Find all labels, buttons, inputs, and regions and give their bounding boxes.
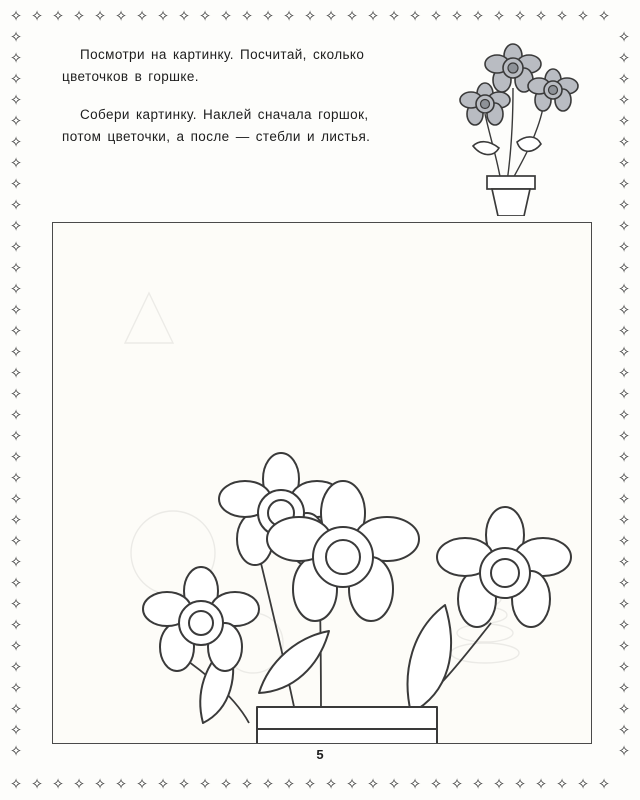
star-icon: ✧ [303,7,317,25]
star-icon: ✧ [9,196,23,214]
star-icon: ✧ [617,28,631,46]
star-icon: ✧ [9,511,23,529]
star-icon: ✧ [617,406,631,424]
star-icon: ✧ [408,775,422,793]
instruction-paragraph-2: Собери картинку. Наклей сначала горшок, потом цветочки, а после — стебли и листья. [62,107,371,144]
star-icon: ✧ [617,70,631,88]
star-icon: ✧ [9,217,23,235]
star-icon: ✧ [345,775,359,793]
star-icon: ✧ [617,259,631,277]
star-icon: ✧ [597,775,611,793]
star-icon: ✧ [9,742,23,760]
star-icon: ✧ [9,70,23,88]
star-icon: ✧ [387,7,401,25]
star-icon: ✧ [617,133,631,151]
star-icon: ✧ [617,532,631,550]
star-icon: ✧ [9,700,23,718]
star-icon: ✧ [617,343,631,361]
star-icon: ✧ [617,238,631,256]
star-icon: ✧ [429,7,443,25]
star-icon: ✧ [617,175,631,193]
page-content [34,30,606,772]
star-icon: ✧ [9,238,23,256]
star-icon: ✧ [450,7,464,25]
star-icon: ✧ [617,616,631,634]
star-icon: ✧ [617,112,631,130]
star-icon: ✧ [114,775,128,793]
star-icon: ✧ [617,700,631,718]
star-icon: ✧ [9,574,23,592]
star-icon: ✧ [303,775,317,793]
star-icon: ✧ [9,280,23,298]
star-icon: ✧ [9,112,23,130]
star-icon: ✧ [9,448,23,466]
outline-pot [257,707,437,743]
star-icon: ✧ [617,217,631,235]
star-icon: ✧ [51,7,65,25]
star-icon: ✧ [9,91,23,109]
star-icon: ✧ [513,7,527,25]
star-icon: ✧ [9,154,23,172]
star-icon: ✧ [9,385,23,403]
star-icon: ✧ [282,7,296,25]
star-icon: ✧ [387,775,401,793]
star-icon: ✧ [240,775,254,793]
star-icon: ✧ [576,7,590,25]
star-icon: ✧ [9,721,23,739]
star-icon: ✧ [366,775,380,793]
star-icon: ✧ [198,7,212,25]
star-icon: ✧ [492,7,506,25]
star-icon: ✧ [261,7,275,25]
star-icon: ✧ [617,49,631,67]
star-icon: ✧ [135,7,149,25]
instructions-block [62,44,402,164]
star-icon: ✧ [617,637,631,655]
star-icon: ✧ [9,343,23,361]
star-icon: ✧ [114,7,128,25]
star-icon: ✧ [617,679,631,697]
outline-flower-left [143,567,259,671]
star-icon: ✧ [9,616,23,634]
star-icon: ✧ [9,490,23,508]
star-icon: ✧ [156,7,170,25]
star-icon: ✧ [9,175,23,193]
star-icon: ✧ [617,721,631,739]
page-number: 5 [316,747,324,762]
star-icon: ✧ [9,469,23,487]
sample-flower-3 [528,69,578,111]
star-icon: ✧ [617,301,631,319]
star-icon: ✧ [177,7,191,25]
star-icon: ✧ [93,775,107,793]
star-icon: ✧ [471,7,485,25]
star-icon: ✧ [576,775,590,793]
star-icon: ✧ [9,427,23,445]
star-icon: ✧ [513,775,527,793]
star-icon: ✧ [617,91,631,109]
star-icon: ✧ [9,322,23,340]
star-icon: ✧ [429,775,443,793]
star-icon: ✧ [9,637,23,655]
star-icon: ✧ [51,775,65,793]
star-icon: ✧ [9,259,23,277]
star-icon: ✧ [30,7,44,25]
star-icon: ✧ [555,7,569,25]
star-icon: ✧ [261,775,275,793]
outline-flower-right [437,507,571,627]
star-icon: ✧ [617,595,631,613]
star-icon: ✧ [408,7,422,25]
star-icon: ✧ [617,385,631,403]
star-icon: ✧ [9,406,23,424]
instruction-paragraph-1: Посмотри на картинку. Посчитай, сколько цветочков в горшке. [62,47,365,84]
star-icon: ✧ [9,133,23,151]
star-icon: ✧ [617,196,631,214]
star-icon: ✧ [72,7,86,25]
star-icon: ✧ [72,775,86,793]
star-icon: ✧ [617,469,631,487]
star-icon: ✧ [9,679,23,697]
star-icon: ✧ [617,742,631,760]
star-icon: ✧ [9,775,23,793]
star-icon: ✧ [617,574,631,592]
sample-pot [487,176,535,216]
star-icon: ✧ [177,775,191,793]
star-icon: ✧ [471,775,485,793]
star-icon: ✧ [324,775,338,793]
star-icon: ✧ [93,7,107,25]
star-icon: ✧ [450,775,464,793]
star-icon: ✧ [617,490,631,508]
star-icon: ✧ [345,7,359,25]
star-icon: ✧ [324,7,338,25]
star-icon: ✧ [282,775,296,793]
star-icon: ✧ [156,775,170,793]
star-icon: ✧ [9,658,23,676]
star-icon: ✧ [9,532,23,550]
star-icon: ✧ [135,775,149,793]
star-icon: ✧ [617,448,631,466]
star-icon: ✧ [617,364,631,382]
star-icon: ✧ [9,301,23,319]
star-icon: ✧ [240,7,254,25]
star-icon: ✧ [617,553,631,571]
star-icon: ✧ [219,7,233,25]
star-icon: ✧ [9,49,23,67]
star-icon: ✧ [534,775,548,793]
star-icon: ✧ [219,775,233,793]
star-icon: ✧ [617,322,631,340]
star-icon: ✧ [534,7,548,25]
drawing-area [52,222,592,744]
star-icon: ✧ [617,154,631,172]
star-icon: ✧ [597,7,611,25]
star-icon: ✧ [555,775,569,793]
star-icon: ✧ [9,28,23,46]
flower-pot-color-sample [413,36,598,216]
star-icon: ✧ [9,364,23,382]
star-icon: ✧ [9,553,23,571]
star-icon: ✧ [198,775,212,793]
star-icon: ✧ [617,427,631,445]
star-icon: ✧ [30,775,44,793]
star-icon: ✧ [617,658,631,676]
star-icon: ✧ [366,7,380,25]
star-icon: ✧ [617,511,631,529]
star-icon: ✧ [9,7,23,25]
star-icon: ✧ [9,595,23,613]
star-icon: ✧ [617,280,631,298]
star-icon: ✧ [492,775,506,793]
